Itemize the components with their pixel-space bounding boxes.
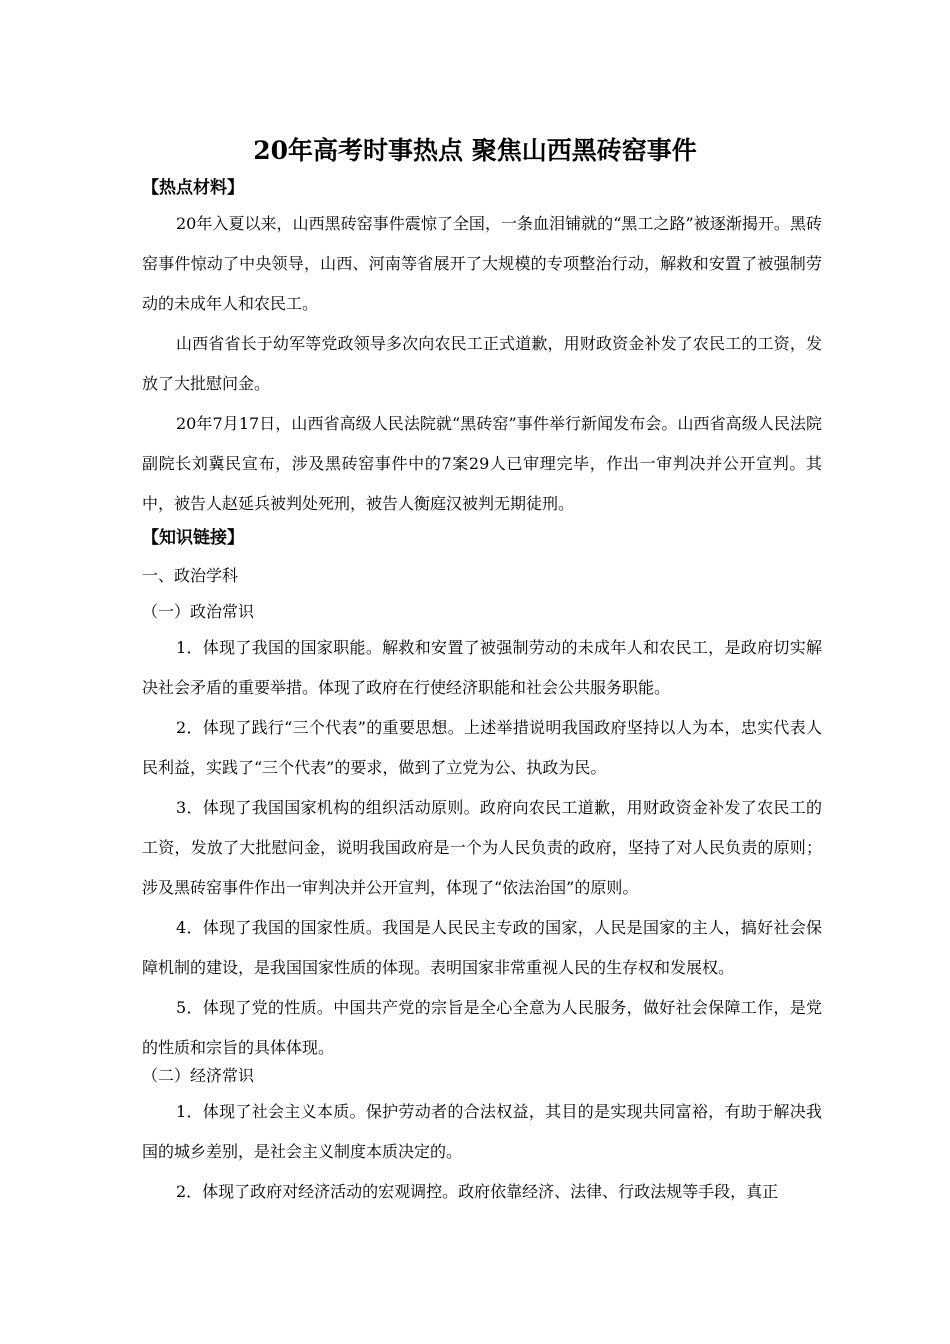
- subject-heading: 一、政治学科: [142, 566, 239, 585]
- document-title: 20年高考时事热点 聚焦山西黑砖窑事件: [253, 136, 697, 165]
- politics-item-5: 5．体现了党的性质。中国共产党的宗旨是全心全意为人民服务，做好社会保障工作，是党的性质和宗旨的具体体现。: [142, 998, 822, 1057]
- section-heading-knowledge-link: 【知识链接】: [142, 528, 244, 548]
- paragraph-hot-material-3: 20年7月17日，山西省高级人民法院就“黑砖窑”事件举行新闻发布会。山西省高级人民法院副院长刘冀民宣布，涉及黑砖窑事件中的7案29人已审理完毕，作出一审判决并公开宣判。其中，被告人赵延兵被判处死刑，被告人衡庭汉被判无期徒刑。: [142, 414, 822, 513]
- paragraph-hot-material-1: 20年入夏以来，山西黑砖窑事件震惊了全国，一条血泪铺就的“黑工之路”被逐渐揭开。黑砖窑事件惊动了中央领导，山西、河南等省展开了大规模的专项整治行动，解救和安置了被强制劳动的未成年人和农民工。: [142, 214, 822, 313]
- subsection-heading-economics: （二）经济常识: [142, 1066, 255, 1085]
- section-heading-hot-material: 【热点材料】: [142, 178, 244, 198]
- politics-item-1: 1．体现了我国的国家职能。解救和安置了被强制劳动的未成年人和农民工，是政府切实解决社会矛盾的重要举措。体现了政府在行使经济职能和社会公共服务职能。: [142, 638, 822, 697]
- paragraph-hot-material-2: 山西省省长于幼军等党政领导多次向农民工正式道歉，用财政资金补发了农民工的工资，发放了大批慰问金。: [142, 334, 822, 393]
- subsection-heading-politics: （一）政治常识: [142, 602, 255, 621]
- economics-item-2: 2．体现了政府对经济活动的宏观调控。政府依靠经济、法律、行政法规等手段，真正: [176, 1182, 779, 1201]
- politics-item-4: 4．体现了我国的国家性质。我国是人民民主专政的国家，人民是国家的主人，搞好社会保障机制的建设，是我国国家性质的体现。表明国家非常重视人民的生存权和发展权。: [142, 918, 822, 977]
- politics-item-2: 2．体现了践行“三个代表”的重要思想。上述举措说明我国政府坚持以人为本，忠实代表人民利益，实践了“三个代表”的要求，做到了立党为公、执政为民。: [142, 718, 822, 777]
- politics-item-3: 3．体现了我国国家机构的组织活动原则。政府向农民工道歉，用财政资金补发了农民工的工资，发放了大批慰问金，说明我国政府是一个为人民负责的政府，坚持了对人民负责的原则；涉及黑砖窑事件作出一审判决并公开宣判，体现了“依法治国”的原则。: [142, 798, 822, 897]
- economics-item-1: 1．体现了社会主义本质。保护劳动者的合法权益，其目的是实现共同富裕，有助于解决我国的城乡差别，是社会主义制度本质决定的。: [142, 1102, 822, 1161]
